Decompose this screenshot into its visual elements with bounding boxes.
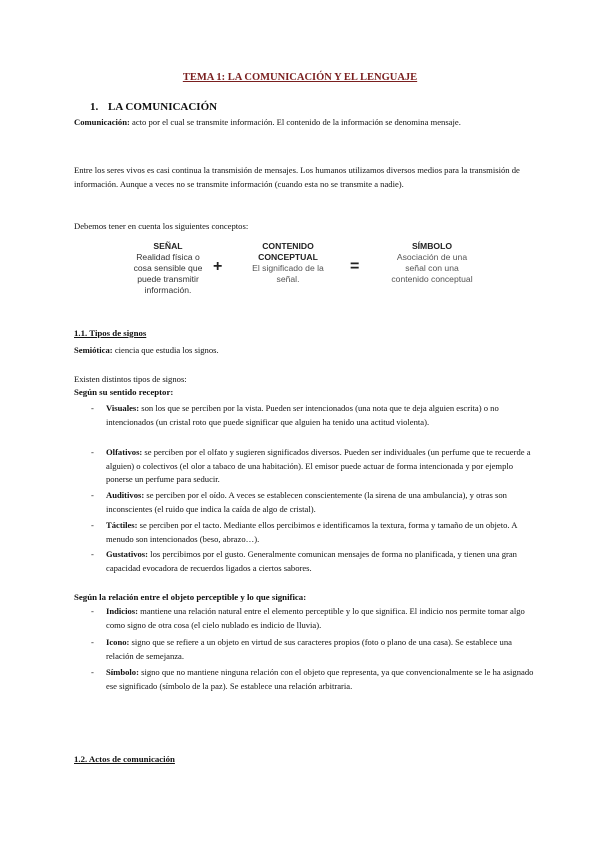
list-dash: -	[91, 549, 94, 559]
concept-simbolo	[374, 241, 490, 285]
item-text: se perciben por el tacto. Mediante ellos percibimos e identificamos la textura, forma y tamaño de un objeto. A menudo son intencionados (beso, abrazo…).	[106, 520, 517, 544]
item-text: se perciben por el oído. A veces se establecen conscientemente (la sirena de una ambulancia), y otras son inconscientes (el ruido que indica la caída de algo de cristal).	[106, 490, 507, 514]
list-dash: -	[91, 403, 94, 413]
plus-sign: +	[213, 258, 223, 275]
list-item-visuales	[106, 402, 534, 429]
subsection-heading-actos: 1.2. Actos de comunicación	[74, 754, 175, 764]
item-term: Auditivos:	[106, 490, 145, 500]
subsection-heading-tipos: 1.1. Tipos de signos	[74, 328, 147, 338]
list-item-olfativos	[106, 446, 534, 487]
list-item-gustativos	[106, 548, 534, 575]
list-dash: -	[91, 520, 94, 530]
list-dash: -	[91, 637, 94, 647]
concept-simbolo-title: SÍMBOLO	[411, 241, 453, 251]
item-text: los percibimos por el gusto. Generalmente comunican mensajes de forma no planificada, y tienen una gran capacidad evocadora de recuerdos ligados a ciertos sabores.	[106, 549, 517, 573]
concept-contenido-title: CONTENIDO CONCEPTUAL	[258, 241, 318, 262]
definition-text: acto por el cual se transmite información. El contenido de la información se denomina mensaje.	[129, 117, 461, 127]
concept-simbolo-desc: Asociación de una señal con una contenido conceptual	[391, 252, 473, 284]
item-term: Olfativos:	[106, 447, 143, 457]
section-heading-text: LA COMUNICACIÓN	[108, 101, 218, 113]
item-term: Icono:	[106, 637, 130, 647]
list-item-auditivos	[106, 489, 534, 516]
list-dash: -	[91, 447, 94, 457]
paragraph-seres-vivos: Entre los seres vivos es casi continua la transmisión de mensajes. Los humanos utilizamos diversos medios para la transmisión de información. Aunque a veces no se transmite información (cuando esta no se transmite a nadie).	[74, 165, 520, 189]
list-item-tactiles	[106, 519, 534, 546]
item-text: son los que se perciben por la vista. Pueden ser intencionados (una nota que te deja alguien escrita) o no intencionados (un cristal roto que puede significar que alguien ha tenido una actitud violenta).	[106, 403, 499, 427]
concept-senal-title: SEÑAL	[153, 241, 183, 251]
paragraph-tipos-intro: Existen distintos tipos de signos:	[74, 374, 187, 384]
item-text: se perciben por el olfato y sugieren significados diversos. Pueden ser individuales (un perfume que te recuerde a alguien) o colectivos (el olor a tabaco de una habitación). El emisor puede actuar de forma intencionada y por ejemplo ponerse un perfume para seducir.	[106, 447, 531, 484]
item-term: Visuales:	[106, 403, 140, 413]
concept-senal	[120, 241, 216, 296]
equals-sign: =	[350, 258, 360, 275]
group-title-sentido: Según su sentido receptor:	[74, 387, 174, 397]
concept-contenido-desc: El significado de la señal.	[252, 263, 324, 284]
list-dash: -	[91, 667, 94, 677]
definition-comunicacion	[74, 116, 534, 130]
item-term: Táctiles:	[106, 520, 138, 530]
definition-text: ciencia que estudia los signos.	[112, 345, 219, 355]
definition-term: Semiótica:	[74, 345, 113, 355]
section-heading-comunicacion	[90, 101, 217, 113]
list-dash: -	[91, 490, 94, 500]
list-dash: -	[91, 606, 94, 616]
concept-contenido	[238, 241, 338, 285]
definition-semiotica	[74, 344, 534, 358]
item-term: Indicios:	[106, 606, 138, 616]
section-number: 1.	[90, 101, 99, 113]
item-term: Gustativos:	[106, 549, 149, 559]
list-item-simbolo	[106, 666, 534, 693]
concept-senal-desc: Realidad física o cosa sensible que puede transmitir información.	[133, 252, 203, 295]
document-title: TEMA 1: LA COMUNICACIÓN Y EL LENGUAJE	[182, 72, 418, 83]
item-term: Símbolo:	[106, 667, 139, 677]
paragraph-conceptos-intro: Debemos tener en cuenta los siguientes conceptos:	[74, 221, 249, 231]
item-text: signo que se refiere a un objeto en virtud de sus caracteres propios (foto o plano de una casa). Se establece una relación de semejanza.	[106, 637, 512, 661]
definition-term: Comunicación:	[74, 117, 130, 127]
group-title-relacion: Según la relación entre el objeto perceptible y lo que significa:	[74, 592, 307, 602]
item-text: mantiene una relación natural entre el elemento perceptible y lo que significa. El indicio nos permite tomar algo como signo de otra cosa (el cielo nublado es indicio de lluvia).	[106, 606, 525, 630]
item-text: signo que no mantiene ninguna relación con el objeto que representa, ya que convencionalmente se le ha asignado ese significado (símbolo de la paz). Se establece una relación arbitraria.	[106, 667, 534, 691]
list-item-icono	[106, 636, 534, 663]
list-item-indicios	[106, 605, 534, 632]
